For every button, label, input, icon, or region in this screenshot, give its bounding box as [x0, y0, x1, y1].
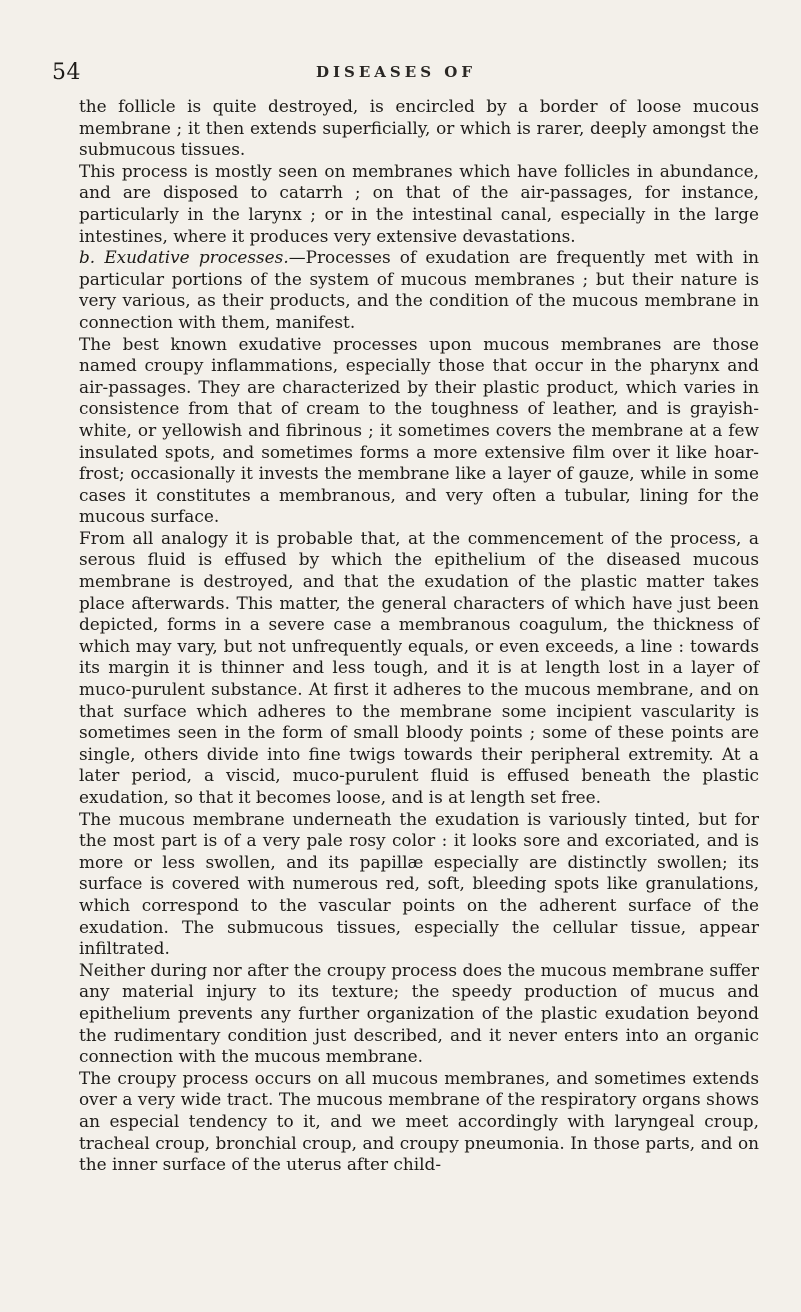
page-number: 54: [52, 60, 81, 85]
section-heading: b. Exudative processes.: [79, 247, 289, 268]
paragraph: The mucous membrane underneath the exudation is variously tinted, but for the most part is of a very pale rosy color : it looks sore and excoriated, and is more or less swollen, and its papillæ especially are distinctly swollen; its surface is covered with numerous red, soft, bleeding spots like granulations, which correspond to the vascular points on the adherent surface of the exudation. The submucous tissues, especially the cellular tissue, appear infiltrated.: [79, 808, 759, 959]
paragraph: This process is mostly seen on membranes which have follicles in abundance, and are disposed to catarrh ; on that of the air-passages, for instance, particularly in the larynx ; or in the intestinal canal, especially in the large intestines, where it produces very extensive devastations.: [79, 160, 759, 246]
paragraph: The best known exudative processes upon mucous membranes are those named croupy inflammations, especially those that occur in the pharynx and air-passages. They are characterized by their plastic product, which varies in consistence from that of cream to the toughness of leather, and is grayish-white, or yellowish and fibrinous ; it sometimes covers the membrane at a few insulated spots, and sometimes forms a more extensive film over it like hoar-frost; occasionally it invests the membrane like a layer of gauze, while in some cases it constitutes a membranous, and very often a tubular, lining for the mucous surface.: [79, 333, 759, 527]
running-head: DISEASES OF: [316, 63, 476, 81]
paragraph: Neither during nor after the croupy process does the mucous membrane suffer any material injury to its texture; the speedy production of mucus and epithelium prevents any further organization of the plastic exudation beyond the rudimentary condition just described, and it never enters into an organic connection with the mucous membrane.: [79, 959, 759, 1067]
paragraph-text: —Processes of exudation are frequently met with in particular portions of the system of mucous membranes ; but their nature is very various, as their products, and the condition of the mucous membrane in connection with them, manifest.: [79, 247, 759, 332]
paragraph: the follicle is quite destroyed, is encircled by a border of loose mucous membrane ; it then extends superficially, or which is rarer, deeply amongst the submucous tissues.: [79, 96, 759, 160]
paragraph: From all analogy it is probable that, at the commencement of the process, a serous fluid is effused by which the epithelium of the diseased mucous membrane is destroyed, and that the exudation of the plastic matter takes place afterwards. This matter, the general characters of which have just been depicted, forms in a severe case a membranous coagulum, the thickness of which may vary, but not unfrequently equals, or even exceeds, a line : towards its margin it is thinner and less tough, and it is at length lost in a layer of muco-purulent substance. At first it adheres to the mucous membrane, and on that surface which adheres to the membrane some incipient vascularity is sometimes seen in the form of small bloody points ; some of these points are single, others divide into fine twigs towards their peripheral extremity. At a later period, a viscid, muco-purulent fluid is effused beneath the plastic exudation, so that it becomes loose, and is at length set free.: [79, 527, 759, 807]
paragraph: [79, 247, 759, 333]
paragraph: The croupy process occurs on all mucous membranes, and sometimes extends over a very wide tract. The mucous membrane of the respiratory organs shows an especial tendency to it, and we meet accordingly with laryngeal croup, tracheal croup, bronchial croup, and croupy pneumonia. In those parts, and on the inner surface of the uterus after child-: [79, 1067, 759, 1175]
page-header: [0, 48, 801, 88]
body-text: [79, 96, 759, 1176]
